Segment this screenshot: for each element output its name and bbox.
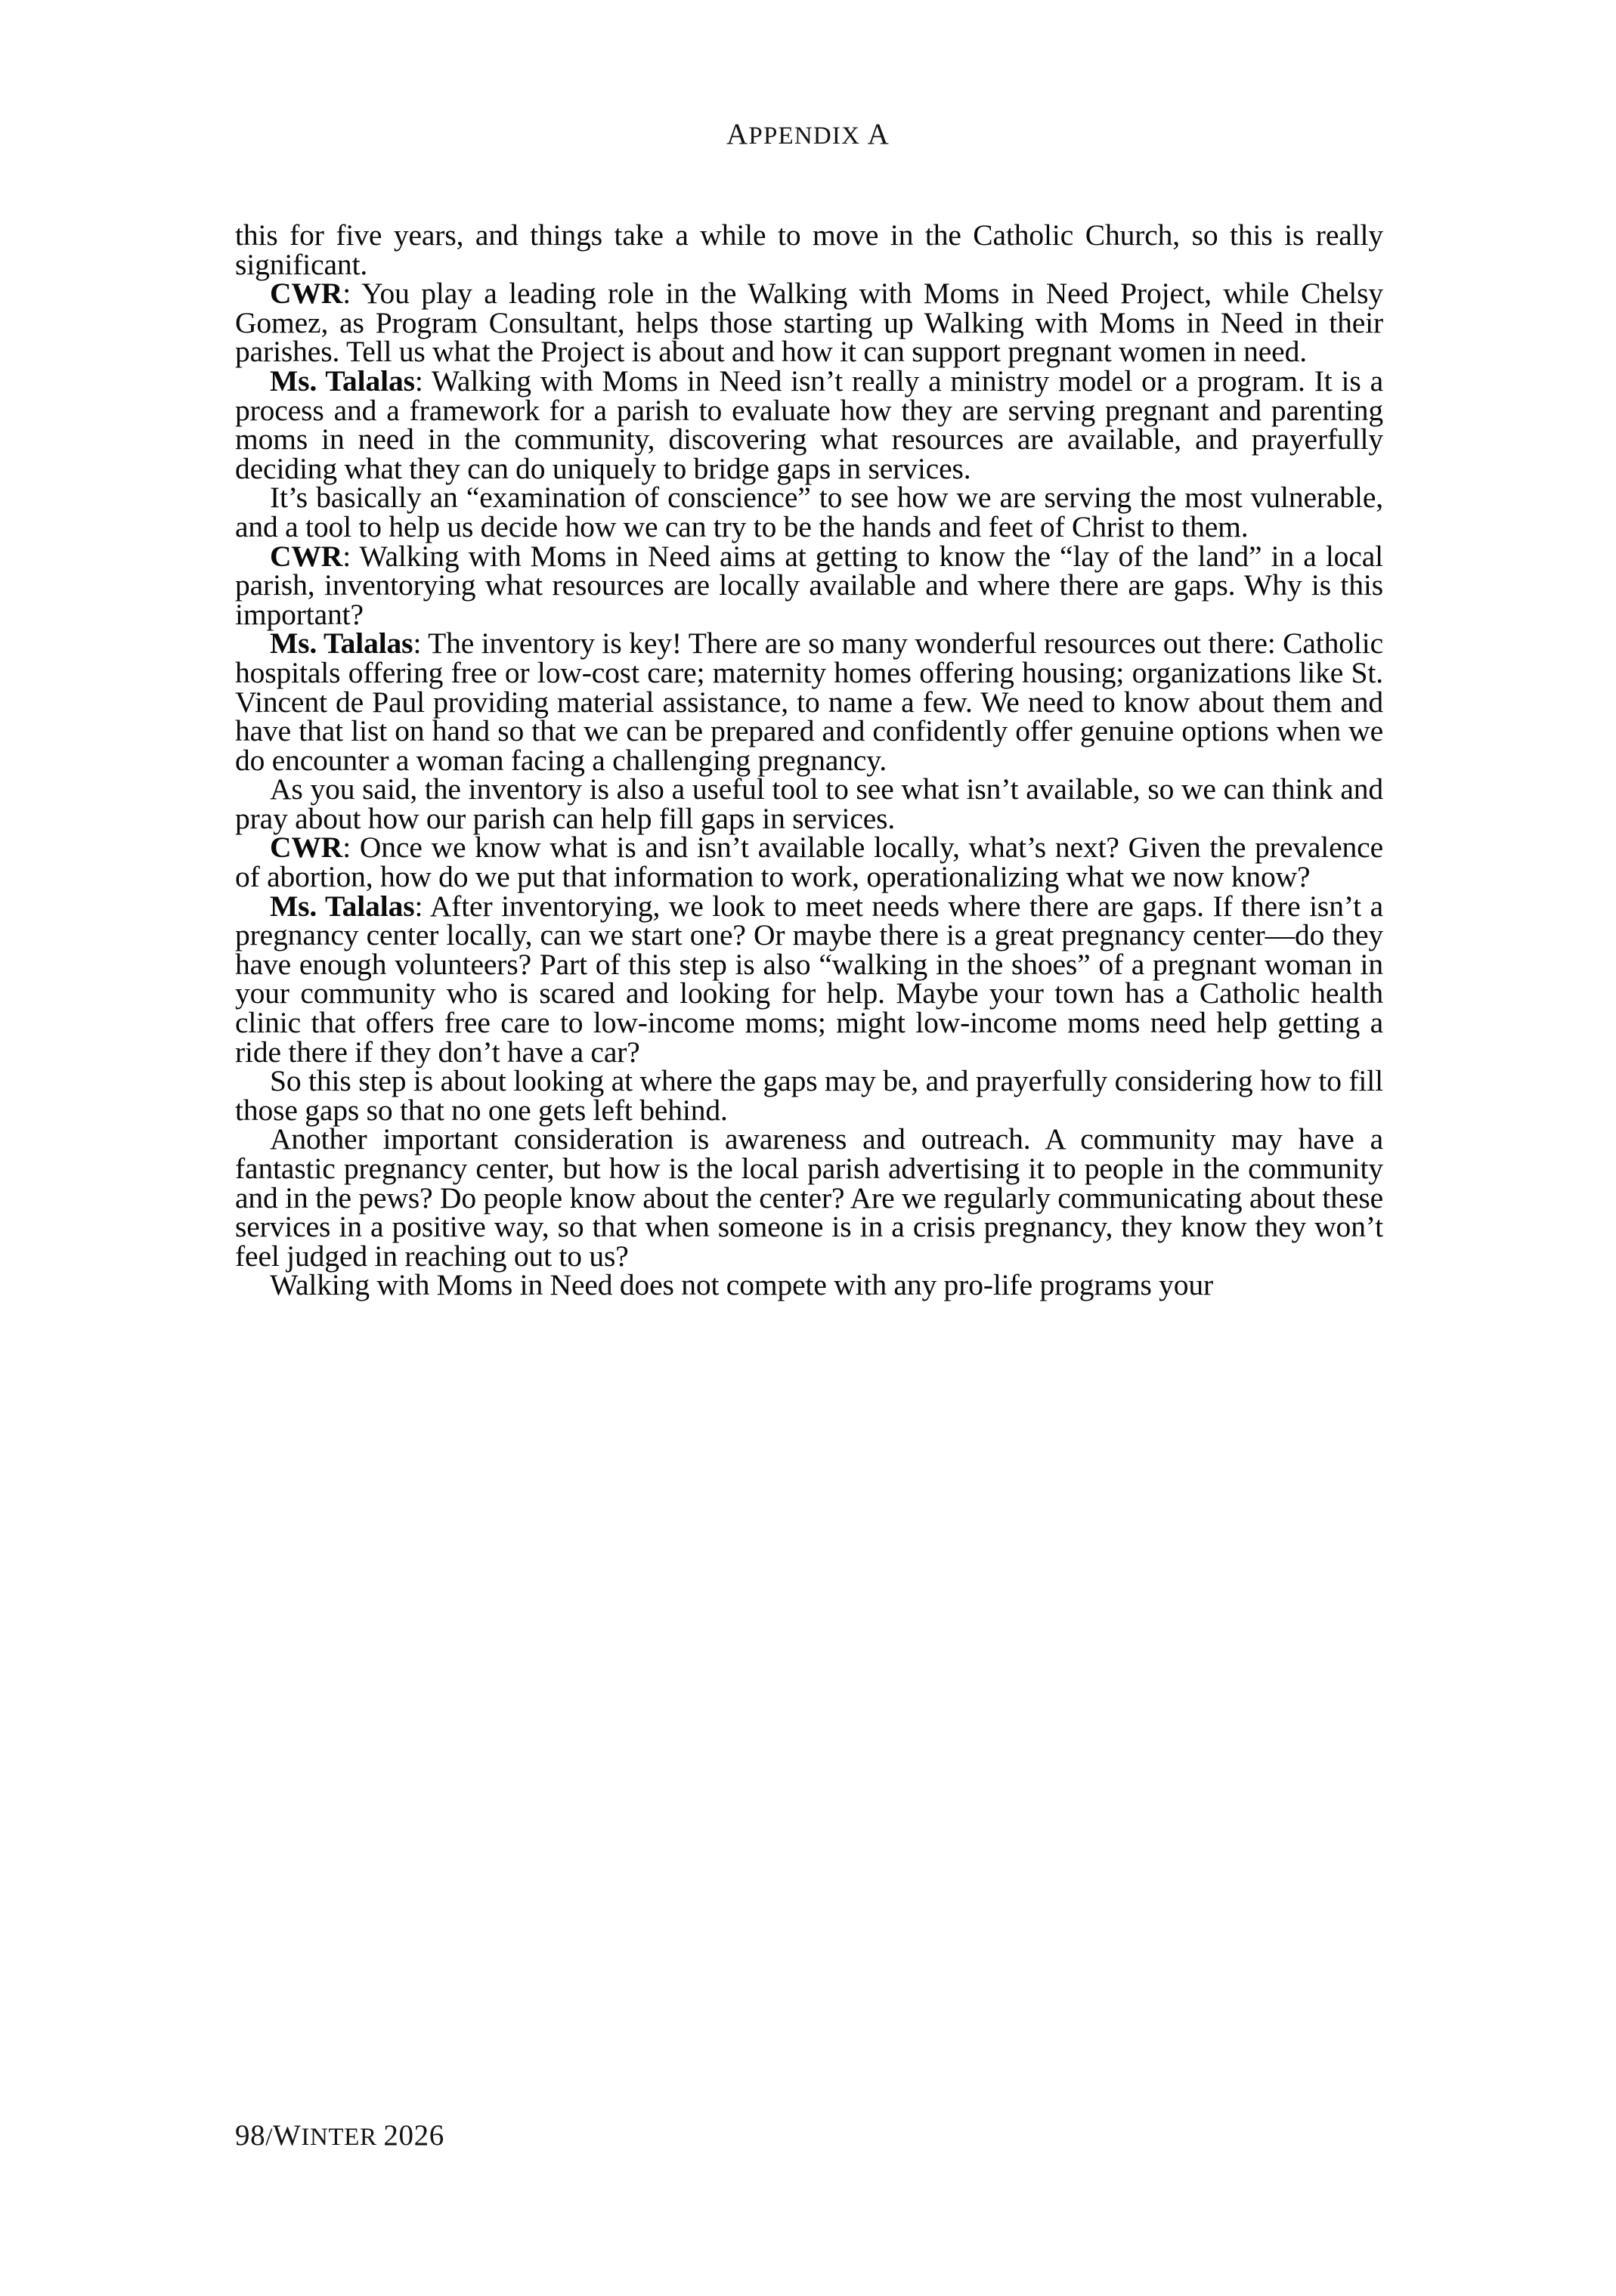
body-text-column (235, 218, 1383, 1302)
paragraph (235, 889, 1383, 1069)
speaker-label: CWR (270, 831, 343, 865)
running-head-initial: A (726, 118, 749, 150)
paragraph-text: : Walking with Moms in Need aims at getting to know the “lay of the land” in a local parish, inventorying what resources are locally available and where there are gaps. Why is this important? (235, 539, 1383, 631)
paragraph-text: It’s basically an “examination of conscience” to see how we are serving the most vulnerable, and a tool to help us decide how we can try to be the hands and feet of Christ to them. (235, 481, 1383, 543)
paragraph (235, 629, 1383, 775)
speaker-label: Ms. Talalas (270, 364, 415, 398)
folio-year: 2026 (383, 2119, 444, 2152)
page-folio (235, 2118, 444, 2152)
paragraph-text: : You play a leading role in the Walking with Moms in Need Project, while Chelsy Gomez, as Program Consultant, helps those starting up Walking with Moms in Need in their parishes. Tell us what the Project is about and how it can support pregnant women in need. (235, 277, 1383, 369)
paragraph (235, 1122, 1383, 1273)
paragraph-text: As you said, the inventory is also a useful tool to see what isn’t available, so we can think and pray about how our parish can help fill gaps in services. (235, 772, 1383, 835)
paragraph (235, 539, 1383, 631)
paragraph (235, 279, 1383, 367)
paragraph (235, 364, 1383, 485)
paragraph (235, 218, 1383, 281)
folio-page-number: 98 (235, 2119, 266, 2152)
speaker-label: Ms. Talalas (270, 627, 413, 661)
paragraph (235, 1066, 1383, 1125)
paragraph (235, 831, 1383, 894)
paragraph-text: Walking with Moms in Need does not compete with any pro-life programs your (270, 1268, 1214, 1302)
folio-separator: / (265, 2124, 273, 2151)
running-head-letter: A (867, 118, 890, 150)
paragraph-text: : Once we know what is and isn’t available locally, what’s next? Given the prevalence of abortion, how do we put that information to work, operationalizing what we now know? (235, 831, 1383, 894)
paragraph-text: : The inventory is key! There are so many wonderful resources out there: Catholic hospitals offering free or low-cost care; maternity homes offering housing; organizations like St. Vincent de Paul providing material assistance, to name a few. We need to know about them and have that list on hand so that we can be prepared and confidently offer genuine options when we do encounter a woman facing a challenging pregnancy. (235, 627, 1383, 777)
paragraph (235, 1270, 1383, 1300)
speaker-label: CWR (270, 277, 343, 311)
paragraph (235, 772, 1383, 835)
folio-season-rest: INTER (301, 2124, 377, 2151)
speaker-label: Ms. Talalas (270, 889, 415, 923)
paragraph-text: this for five years, and things take a while to move in the Catholic Church, so this is really significant. (235, 218, 1383, 281)
folio-season-initial: W (272, 2119, 302, 2152)
paragraph-text: : After inventorying, we look to meet needs where there are gaps. If there isn’t a pregnancy center locally, can we start one? Or maybe there is a great pregnancy center—do they have enough volunteers? Part of this step is also “walking in the shoes” of a pregnant woman in your community who is scared and looking for help. Maybe your town has a Catholic health clinic that offers free care to low-income moms; might low-income moms need help getting a ride there if they don’t have a car? (235, 889, 1383, 1069)
speaker-label: CWR (270, 539, 343, 573)
paragraph-text: : Walking with Moms in Need isn’t really a ministry model or a program. It is a process and a framework for a parish to evaluate how they are serving pregnant and parenting moms in need in the community, discovering what resources are available, and prayerfully deciding what they can do uniquely to bridge gaps in services. (235, 364, 1383, 485)
paragraph-text: Another important consideration is awareness and outreach. A community may have a fantastic pregnancy center, but how is the local parish advertising it to people in the community and in the pews? Do people know about the center? Are we regularly communicating about these services in a positive way, so that when someone is in a crisis pregnancy, they know they won’t feel judged in reaching out to us? (235, 1122, 1383, 1273)
running-head-space (860, 122, 867, 150)
running-head-rest: PPENDIX (748, 122, 861, 150)
paragraph (235, 483, 1383, 541)
running-head (0, 117, 1616, 151)
paragraph-text: So this step is about looking at where the gaps may be, and prayerfully considering how to fill those gaps so that no one gets left behind. (235, 1064, 1383, 1127)
